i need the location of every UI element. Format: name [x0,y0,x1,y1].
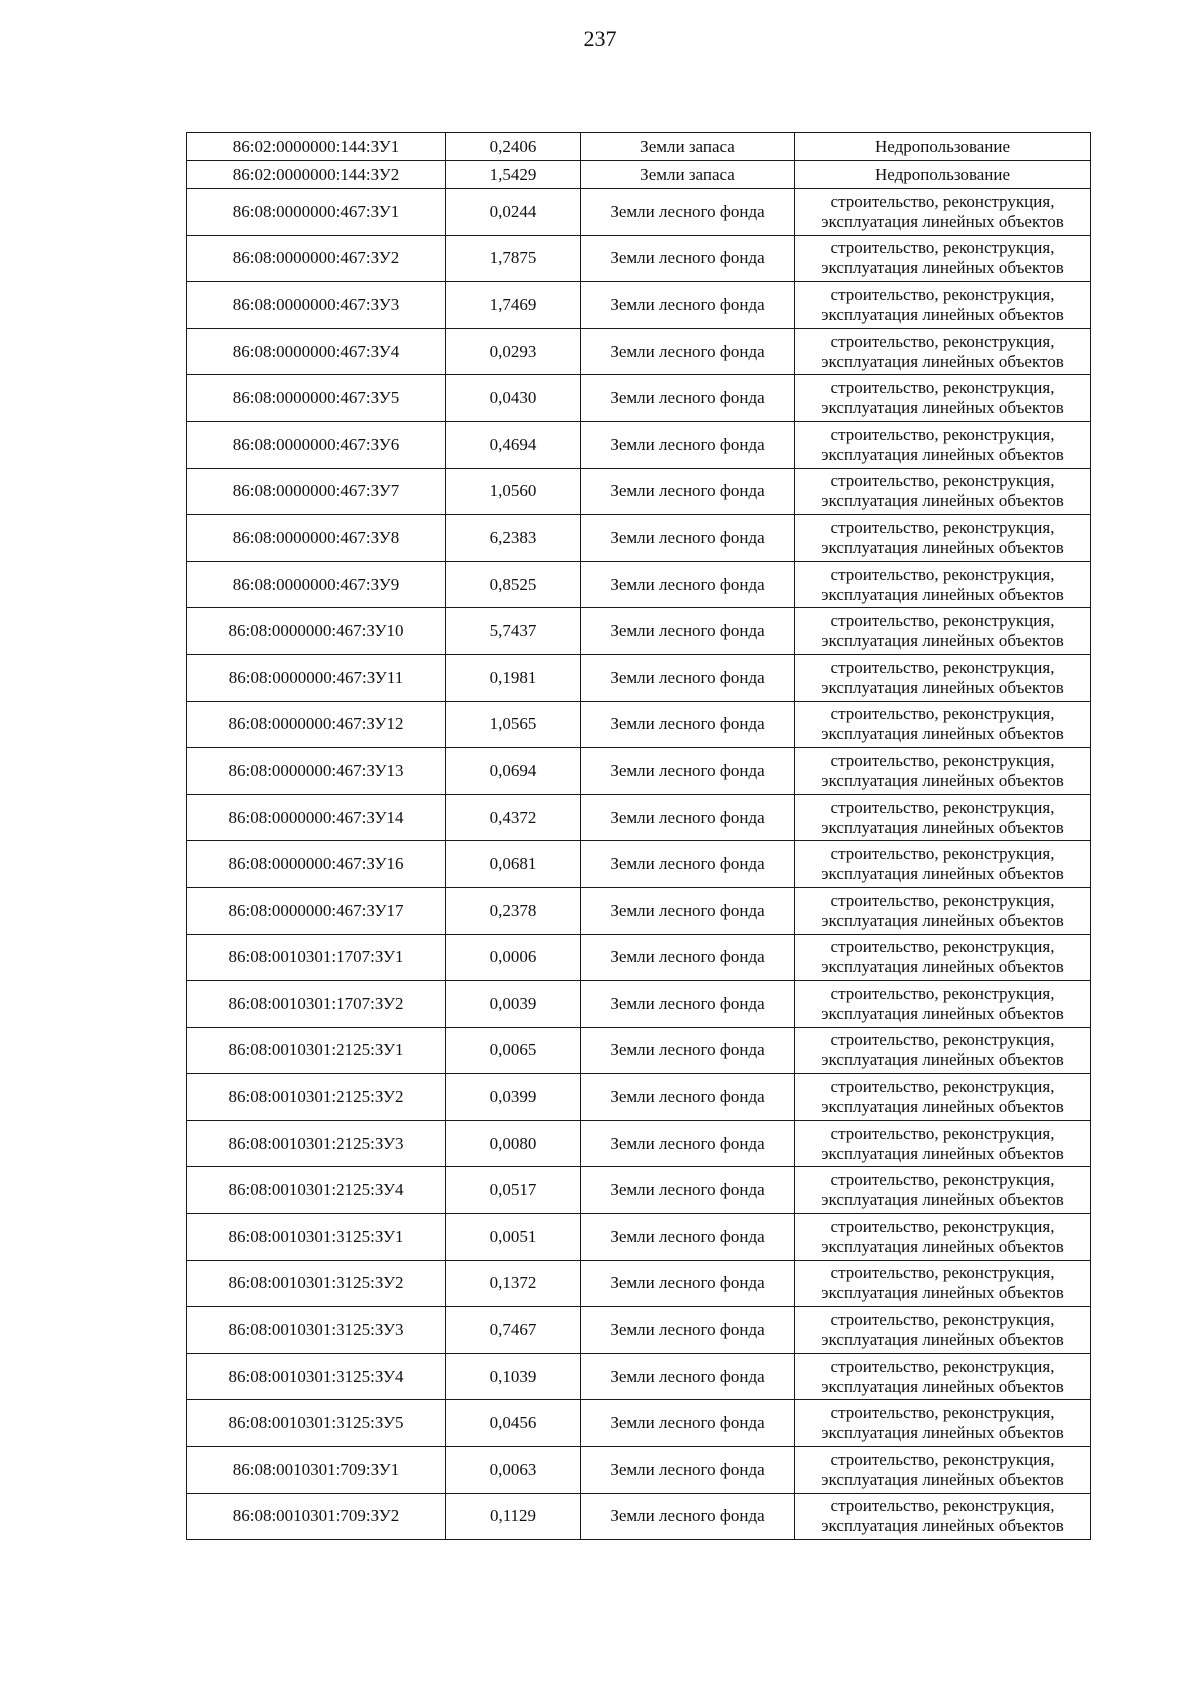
permitted-use-line: Недропользование [874,137,1011,156]
permitted-use-line: эксплуатация линейных объектов [821,1236,1064,1256]
permitted-use-line: эксплуатация линейных объектов [821,1516,1064,1536]
land-category-cell: Земли лесного фонда [581,328,795,375]
area-cell: 0,0039 [446,981,581,1028]
table-row [187,468,1091,515]
area-cell: 0,8525 [446,561,581,608]
cadastral-number-cell: 86:08:0000000:467:ЗУ5 [187,375,446,422]
permitted-use-line: эксплуатация линейных объектов [821,491,1064,511]
table-row [187,654,1091,701]
cadastral-number-cell: 86:08:0010301:1707:ЗУ2 [187,981,446,1028]
permitted-use-cell [795,189,1091,236]
permitted-use-line: эксплуатация линейных объектов [821,258,1064,278]
table-row [187,1260,1091,1307]
area-cell: 1,7875 [446,235,581,282]
table-row [187,1447,1091,1494]
cadastral-number-cell: 86:08:0010301:709:ЗУ2 [187,1493,446,1540]
permitted-use-line: строительство, реконструкция, [830,471,1055,491]
area-cell: 1,0560 [446,468,581,515]
land-category-cell: Земли лесного фонда [581,701,795,748]
land-category-cell: Земли лесного фонда [581,189,795,236]
permitted-use-line: эксплуатация линейных объектов [821,677,1064,697]
permitted-use-cell [795,468,1091,515]
cadastral-number-cell: 86:08:0000000:467:ЗУ2 [187,235,446,282]
area-cell: 0,7467 [446,1307,581,1354]
permitted-use-line: строительство, реконструкция, [830,517,1055,537]
cadastral-number-cell: 86:08:0000000:467:ЗУ3 [187,282,446,329]
permitted-use-line: строительство, реконструкция, [830,1449,1055,1469]
permitted-use-line: эксплуатация линейных объектов [821,211,1064,231]
land-category-cell: Земли лесного фонда [581,1074,795,1121]
permitted-use-cell [795,887,1091,934]
permitted-use-cell [795,161,1091,189]
permitted-use-line: строительство, реконструкция, [830,1310,1055,1330]
area-cell: 1,0565 [446,701,581,748]
cadastral-number-cell: 86:08:0000000:467:ЗУ14 [187,794,446,841]
permitted-use-line: эксплуатация линейных объектов [821,1283,1064,1303]
area-cell: 0,0517 [446,1167,581,1214]
table-row [187,133,1091,161]
land-category-cell: Земли лесного фонда [581,1307,795,1354]
cadastral-number-cell: 86:08:0010301:3125:ЗУ2 [187,1260,446,1307]
area-cell: 0,0399 [446,1074,581,1121]
cadastral-number-cell: 86:02:0000000:144:ЗУ2 [187,161,446,189]
cadastral-number-cell: 86:08:0000000:467:ЗУ9 [187,561,446,608]
table-row [187,421,1091,468]
cadastral-number-cell: 86:08:0000000:467:ЗУ4 [187,328,446,375]
permitted-use-line: строительство, реконструкция, [830,657,1055,677]
table-row [187,701,1091,748]
permitted-use-line: эксплуатация линейных объектов [821,584,1064,604]
area-cell: 0,0681 [446,841,581,888]
permitted-use-cell [795,1447,1091,1494]
table-row [187,1307,1091,1354]
land-category-cell: Земли лесного фонда [581,608,795,655]
permitted-use-line: строительство, реконструкция, [830,424,1055,444]
permitted-use-cell [795,421,1091,468]
area-cell: 0,0293 [446,328,581,375]
area-cell: 0,1129 [446,1493,581,1540]
land-category-cell: Земли лесного фонда [581,794,795,841]
table-row [187,1167,1091,1214]
land-category-cell: Земли лесного фонда [581,1214,795,1261]
permitted-use-cell [795,1493,1091,1540]
permitted-use-line: строительство, реконструкция, [830,238,1055,258]
cadastral-number-cell: 86:08:0010301:2125:ЗУ3 [187,1120,446,1167]
table-row [187,841,1091,888]
permitted-use-cell [795,794,1091,841]
permitted-use-cell [795,328,1091,375]
cadastral-number-cell: 86:08:0000000:467:ЗУ10 [187,608,446,655]
permitted-use-line: строительство, реконструкция, [830,1356,1055,1376]
permitted-use-line: эксплуатация линейных объектов [821,1423,1064,1443]
table-row [187,328,1091,375]
permitted-use-cell [795,981,1091,1028]
permitted-use-line: строительство, реконструкция, [830,750,1055,770]
cadastral-number-cell: 86:08:0010301:3125:ЗУ4 [187,1353,446,1400]
land-category-cell: Земли лесного фонда [581,748,795,795]
land-category-cell: Земли лесного фонда [581,375,795,422]
table-row [187,161,1091,189]
permitted-use-line: строительство, реконструкция, [830,564,1055,584]
table-row [187,934,1091,981]
permitted-use-line: строительство, реконструкция, [830,1123,1055,1143]
land-category-cell: Земли лесного фонда [581,887,795,934]
area-cell: 1,5429 [446,161,581,189]
permitted-use-line: эксплуатация линейных объектов [821,1376,1064,1396]
permitted-use-cell [795,1027,1091,1074]
cadastral-number-cell: 86:08:0000000:467:ЗУ16 [187,841,446,888]
table-row [187,282,1091,329]
permitted-use-line: строительство, реконструкция, [830,378,1055,398]
permitted-use-line: строительство, реконструкция, [830,191,1055,211]
area-cell: 0,2406 [446,133,581,161]
permitted-use-cell [795,515,1091,562]
permitted-use-line: эксплуатация линейных объектов [821,724,1064,744]
cadastral-number-cell: 86:08:0000000:467:ЗУ12 [187,701,446,748]
permitted-use-line: эксплуатация линейных объектов [821,1143,1064,1163]
cadastral-number-cell: 86:08:0010301:2125:ЗУ2 [187,1074,446,1121]
table-row [187,515,1091,562]
land-category-cell: Земли лесного фонда [581,468,795,515]
permitted-use-cell [795,561,1091,608]
permitted-use-line: Недропользование [874,165,1011,184]
area-cell: 0,0080 [446,1120,581,1167]
cadastral-number-cell: 86:08:0010301:1707:ЗУ1 [187,934,446,981]
table-row [187,981,1091,1028]
permitted-use-line: эксплуатация линейных объектов [821,1050,1064,1070]
cadastral-number-cell: 86:08:0000000:467:ЗУ6 [187,421,446,468]
area-cell: 1,7469 [446,282,581,329]
permitted-use-cell [795,701,1091,748]
area-cell: 0,0430 [446,375,581,422]
area-cell: 0,1981 [446,654,581,701]
cadastral-number-cell: 86:08:0010301:2125:ЗУ1 [187,1027,446,1074]
table-row [187,794,1091,841]
area-cell: 0,0065 [446,1027,581,1074]
table-row [187,561,1091,608]
land-category-cell: Земли лесного фонда [581,1120,795,1167]
land-category-cell: Земли лесного фонда [581,561,795,608]
permitted-use-line: строительство, реконструкция, [830,1170,1055,1190]
permitted-use-line: эксплуатация линейных объектов [821,1003,1064,1023]
land-category-cell: Земли лесного фонда [581,934,795,981]
permitted-use-cell [795,375,1091,422]
permitted-use-cell [795,934,1091,981]
permitted-use-cell [795,1307,1091,1354]
permitted-use-line: строительство, реконструкция, [830,284,1055,304]
cadastral-number-cell: 86:08:0000000:467:ЗУ1 [187,189,446,236]
land-category-cell: Земли лесного фонда [581,841,795,888]
permitted-use-line: эксплуатация линейных объектов [821,304,1064,324]
area-cell: 5,7437 [446,608,581,655]
land-plots-table [186,132,1091,1540]
permitted-use-cell [795,282,1091,329]
area-cell: 0,0006 [446,934,581,981]
table-row [187,1214,1091,1261]
table-row [187,1353,1091,1400]
cadastral-number-cell: 86:08:0000000:467:ЗУ8 [187,515,446,562]
permitted-use-cell [795,235,1091,282]
permitted-use-cell [795,1074,1091,1121]
table-row [187,1027,1091,1074]
cadastral-number-cell: 86:08:0000000:467:ЗУ17 [187,887,446,934]
land-category-cell: Земли лесного фонда [581,282,795,329]
table-row [187,375,1091,422]
cadastral-number-cell: 86:08:0010301:3125:ЗУ1 [187,1214,446,1261]
permitted-use-line: эксплуатация линейных объектов [821,398,1064,418]
permitted-use-line: эксплуатация линейных объектов [821,1469,1064,1489]
permitted-use-line: строительство, реконструкция, [830,983,1055,1003]
permitted-use-line: эксплуатация линейных объектов [821,631,1064,651]
land-category-cell: Земли запаса [581,133,795,161]
permitted-use-cell [795,133,1091,161]
table-row [187,748,1091,795]
area-cell: 0,2378 [446,887,581,934]
land-category-cell: Земли лесного фонда [581,654,795,701]
permitted-use-line: строительство, реконструкция, [830,797,1055,817]
land-category-cell: Земли лесного фонда [581,421,795,468]
permitted-use-line: эксплуатация линейных объектов [821,537,1064,557]
permitted-use-cell [795,1120,1091,1167]
permitted-use-cell [795,1400,1091,1447]
table-row [187,1493,1091,1540]
permitted-use-line: строительство, реконструкция, [830,704,1055,724]
permitted-use-line: строительство, реконструкция, [830,1077,1055,1097]
permitted-use-cell [795,1214,1091,1261]
cadastral-number-cell: 86:08:0010301:709:ЗУ1 [187,1447,446,1494]
permitted-use-line: эксплуатация линейных объектов [821,351,1064,371]
permitted-use-line: строительство, реконструкция, [830,1403,1055,1423]
area-cell: 0,1039 [446,1353,581,1400]
table-row [187,189,1091,236]
permitted-use-cell [795,654,1091,701]
area-cell: 0,0051 [446,1214,581,1261]
page-number: 237 [583,26,617,51]
land-category-cell: Земли лесного фонда [581,1260,795,1307]
cadastral-number-cell: 86:08:0000000:467:ЗУ13 [187,748,446,795]
cadastral-number-cell: 86:08:0010301:3125:ЗУ5 [187,1400,446,1447]
cadastral-number-cell: 86:08:0010301:2125:ЗУ4 [187,1167,446,1214]
land-category-cell: Земли лесного фонда [581,235,795,282]
permitted-use-cell [795,1167,1091,1214]
land-category-cell: Земли лесного фонда [581,515,795,562]
permitted-use-line: строительство, реконструкция, [830,1030,1055,1050]
permitted-use-cell [795,748,1091,795]
area-cell: 0,0063 [446,1447,581,1494]
table-row [187,1074,1091,1121]
permitted-use-line: эксплуатация линейных объектов [821,1330,1064,1350]
land-category-cell: Земли лесного фонда [581,981,795,1028]
permitted-use-line: строительство, реконструкция, [830,844,1055,864]
land-category-cell: Земли лесного фонда [581,1167,795,1214]
land-category-cell: Земли лесного фонда [581,1353,795,1400]
permitted-use-line: строительство, реконструкция, [830,1496,1055,1516]
land-category-cell: Земли лесного фонда [581,1400,795,1447]
cadastral-number-cell: 86:08:0000000:467:ЗУ11 [187,654,446,701]
area-cell: 0,0244 [446,189,581,236]
land-category-cell: Земли лесного фонда [581,1493,795,1540]
land-category-cell: Земли лесного фонда [581,1447,795,1494]
table-row [187,235,1091,282]
table-body [187,133,1091,1540]
table-row [187,1400,1091,1447]
permitted-use-line: эксплуатация линейных объектов [821,770,1064,790]
permitted-use-cell [795,608,1091,655]
area-cell: 0,1372 [446,1260,581,1307]
table-row [187,1120,1091,1167]
permitted-use-line: строительство, реконструкция, [830,331,1055,351]
area-cell: 6,2383 [446,515,581,562]
permitted-use-line: строительство, реконструкция, [830,890,1055,910]
table-row [187,887,1091,934]
permitted-use-line: строительство, реконструкция, [830,937,1055,957]
permitted-use-line: эксплуатация линейных объектов [821,817,1064,837]
cadastral-number-cell: 86:08:0010301:3125:ЗУ3 [187,1307,446,1354]
permitted-use-cell [795,1353,1091,1400]
permitted-use-line: эксплуатация линейных объектов [821,1097,1064,1117]
permitted-use-line: строительство, реконструкция, [830,1216,1055,1236]
permitted-use-cell [795,841,1091,888]
area-cell: 0,4694 [446,421,581,468]
cadastral-number-cell: 86:02:0000000:144:ЗУ1 [187,133,446,161]
area-cell: 0,0694 [446,748,581,795]
permitted-use-line: строительство, реконструкция, [830,611,1055,631]
area-cell: 0,4372 [446,794,581,841]
permitted-use-line: эксплуатация линейных объектов [821,864,1064,884]
permitted-use-line: эксплуатация линейных объектов [821,957,1064,977]
permitted-use-line: эксплуатация линейных объектов [821,1190,1064,1210]
permitted-use-line: эксплуатация линейных объектов [821,444,1064,464]
permitted-use-line: строительство, реконструкция, [830,1263,1055,1283]
cadastral-number-cell: 86:08:0000000:467:ЗУ7 [187,468,446,515]
land-category-cell: Земли запаса [581,161,795,189]
permitted-use-line: эксплуатация линейных объектов [821,910,1064,930]
area-cell: 0,0456 [446,1400,581,1447]
permitted-use-cell [795,1260,1091,1307]
land-category-cell: Земли лесного фонда [581,1027,795,1074]
table-row [187,608,1091,655]
